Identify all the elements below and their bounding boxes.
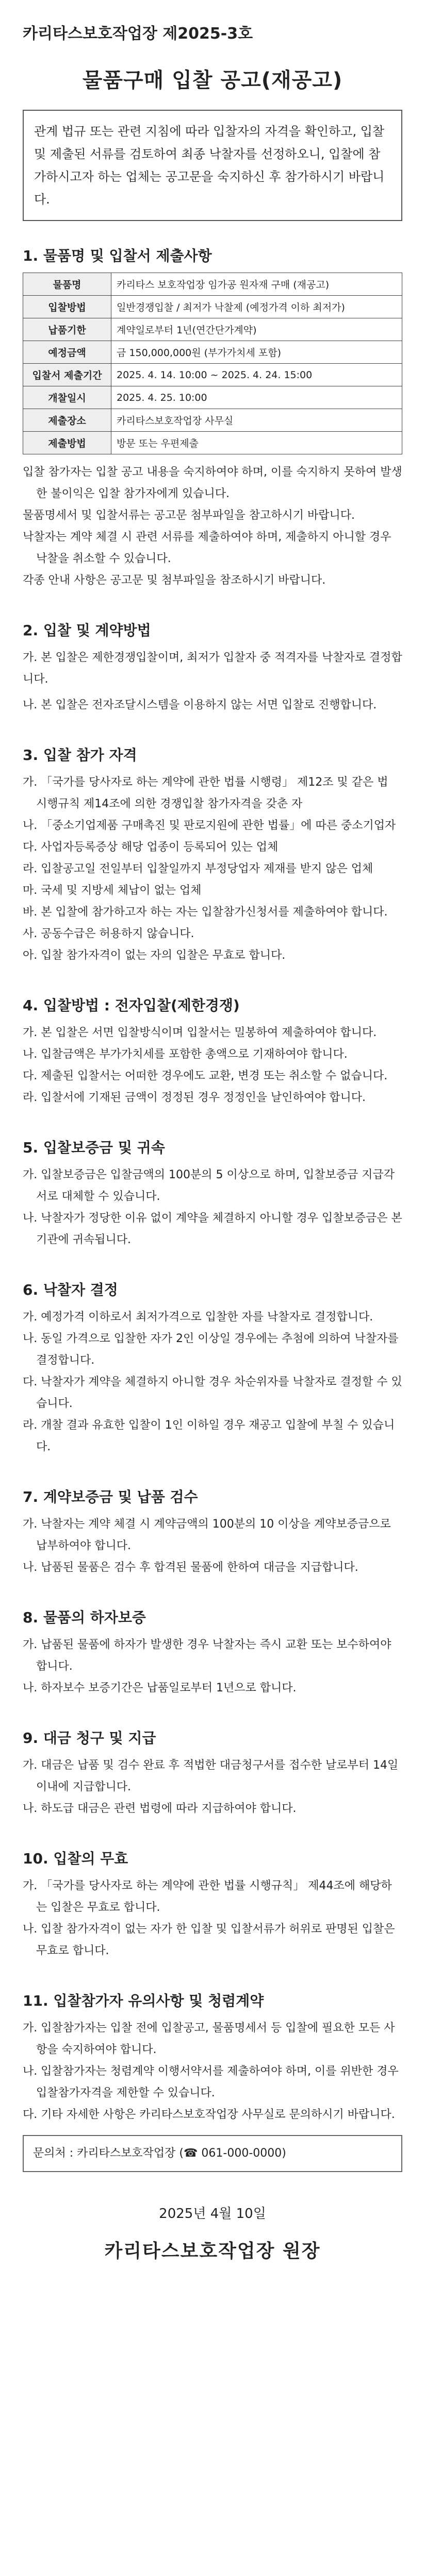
list-item: 가. 입찰참가자는 입찰 전에 입찰공고, 물품명세서 등 입찰에 필요한 모든 사항을 숙지하여야 합니다. <box>23 2022 395 2056</box>
list-item: 나. 입찰 참가자격이 없는 자가 한 입찰 및 입찰서류가 허위로 판명된 입찰은 무효로 합니다. <box>23 1923 395 1957</box>
list-item: 입찰 참가자는 입찰 공고 내용을 숙지하여야 하며, 이를 숙지하지 못하여 발생한 불이익은 입찰 참가자에게 있습니다. <box>23 466 402 500</box>
section1-heading: 1. 물품명 및 입찰서 제출사항 <box>23 247 212 264</box>
section9 <box>23 1727 402 1820</box>
table-row <box>23 364 402 386</box>
section10-list <box>23 1875 402 1962</box>
row-label: 제출방법 <box>23 432 111 454</box>
table-row <box>23 409 402 432</box>
list-item: 가. 「국가를 당사자로 하는 계약에 관한 법률 시행령」 제12조 및 같은 법 시행규칙 제14조에 의한 경쟁입찰 참가자격을 갖춘 자 <box>23 776 388 810</box>
table-row <box>23 273 402 296</box>
table-row <box>23 432 402 454</box>
row-label: 물품명 <box>23 273 111 296</box>
list-item: 가. 낙찰자는 계약 체결 시 계약금액의 100분의 10 이상을 계약보증금으로 납부하여야 합니다. <box>23 1518 391 1552</box>
row-label: 개찰일시 <box>23 386 111 409</box>
row-label: 납품기한 <box>23 318 111 341</box>
table-row <box>23 318 402 341</box>
issuer-name: 카리타스보호작업장 원장 <box>104 2241 321 2262</box>
row-label: 제출장소 <box>23 409 111 432</box>
section8-heading: 8. 물품의 하자보증 <box>23 1609 146 1626</box>
section9-heading: 9. 대금 청구 및 지급 <box>23 1730 156 1747</box>
table-row <box>23 296 402 318</box>
section11 <box>23 1990 402 2172</box>
row-value: 2025. 4. 25. 10:00 <box>111 386 402 409</box>
row-label: 입찰방법 <box>23 296 111 318</box>
row-value: 방문 또는 우편제출 <box>111 432 402 454</box>
notice-number: 카리타스보호작업장 제2025-3호 <box>23 25 253 43</box>
list-item: 낙찰자는 계약 체결 시 관련 서류를 제출하여야 하며, 제출하지 아니할 경우 낙찰을 취소할 수 있습니다. <box>23 531 391 565</box>
list-item: 가. 「국가를 당사자로 하는 계약에 관한 법률 시행규칙」 제44조에 해당하는 입찰은 무효로 합니다. <box>23 1879 392 1914</box>
section4-list <box>23 1022 402 1109</box>
list-item: 아. 입찰 참가자격이 없는 자의 입찰은 무효로 합니다. <box>23 949 286 962</box>
section11-heading: 11. 입찰참가자 유의사항 및 청렴계약 <box>23 1992 264 2009</box>
list-item: 나. 낙찰자가 정당한 이유 없이 계약을 체결하지 아니할 경우 입찰보증금은 본 기관에 귀속됩니다. <box>23 1212 402 1246</box>
section3 <box>23 744 402 967</box>
list-item: 가. 본 입찰은 제한경쟁입찰이며, 최저가 입찰자 중 적격자를 낙찰자로 결정합니다. <box>23 651 402 686</box>
section7 <box>23 1486 402 1579</box>
item-table <box>23 273 402 454</box>
section10-heading: 10. 입찰의 무효 <box>23 1850 128 1867</box>
section5-list <box>23 1164 402 1251</box>
table-row <box>23 341 402 364</box>
list-item: 나. 동일 가격으로 입찰한 자가 2인 이상일 경우에는 추첨에 의하여 낙찰자를 결정합니다. <box>23 1332 399 1367</box>
list-item: 다. 낙찰자가 계약을 체결하지 아니할 경우 차순위자를 낙찰자로 결정할 수 있습니다. <box>23 1376 402 1410</box>
section5-heading: 5. 입찰보증금 및 귀속 <box>23 1139 165 1156</box>
section3-heading: 3. 입찰 참가 자격 <box>23 747 137 764</box>
section4-heading: 4. 입찰방법 : 전자입찰(제한경쟁) <box>23 997 240 1014</box>
row-value: 계약일로부터 1년(연간단가계약) <box>111 318 402 341</box>
list-item: 나. 본 입찰은 전자조달시스템을 이용하지 않는 서면 입찰로 진행합니다. <box>23 699 377 711</box>
list-item: 다. 사업자등록증상 해당 업종이 등록되어 있는 업체 <box>23 841 279 854</box>
list-item: 나. 하도급 대금은 관련 법령에 따라 지급하여야 합니다. <box>23 1802 297 1815</box>
section8 <box>23 1606 402 1699</box>
section6-heading: 6. 낙찰자 결정 <box>23 1281 118 1298</box>
section2-heading: 2. 입찰 및 계약방법 <box>23 622 151 639</box>
list-item: 다. 제출된 입찰서는 어떠한 경우에도 교환, 변경 또는 취소할 수 없습니다. <box>23 1070 388 1082</box>
section1-notes <box>23 462 402 591</box>
list-item: 나. 「중소기업제품 구매촉진 및 판로지원에 관한 법률」에 따른 중소기업자 <box>23 819 396 832</box>
list-item: 라. 입찰공고일 전일부터 입찰일까지 부정당업자 제재를 받지 않은 업체 <box>23 862 373 875</box>
row-value: 카리타스보호작업장 사무실 <box>111 409 402 432</box>
list-item: 마. 국세 및 지방세 체납이 없는 업체 <box>23 884 202 897</box>
section3-list <box>23 772 402 967</box>
section6-list <box>23 1307 402 1458</box>
section7-list <box>23 1514 402 1579</box>
row-label: 입찰서 제출기간 <box>23 364 111 386</box>
page-title: 물품구매 입찰 공고(재공고) <box>82 69 343 92</box>
list-item: 가. 납품된 물품에 하자가 발생한 경우 낙찰자는 즉시 교환 또는 보수하여야 합니다. <box>23 1638 391 1673</box>
section7-heading: 7. 계약보증금 및 납품 검수 <box>23 1488 198 1505</box>
list-item: 라. 입찰서에 기재된 금액이 정정된 경우 정정인을 날인하여야 합니다. <box>23 1091 366 1104</box>
list-item: 물품명세서 및 입찰서류는 공고문 첨부파일을 참고하시기 바랍니다. <box>23 509 355 522</box>
section8-list <box>23 1634 402 1699</box>
list-item: 가. 예정가격 이하로서 최저가격으로 입찰한 자를 낙찰자로 결정합니다. <box>23 1311 373 1324</box>
section9-list <box>23 1755 402 1820</box>
table-row <box>23 386 402 409</box>
list-item: 나. 하자보수 보증기간은 납품일로부터 1년으로 합니다. <box>23 1682 297 1694</box>
list-item: 나. 납품된 물품은 검수 후 합격된 물품에 한하여 대금을 지급합니다. <box>23 1561 358 1574</box>
list-item: 나. 입찰참가자는 청렴계약 이행서약서를 제출하여야 하며, 이를 위반한 경우 입찰참가자격을 제한할 수 있습니다. <box>23 2065 399 2099</box>
list-item: 가. 입찰보증금은 입찰금액의 100분의 5 이상으로 하며, 입찰보증금 지급각서로 대체할 수 있습니다. <box>23 1168 395 1203</box>
list-item: 바. 본 입찰에 참가하고자 하는 자는 입찰참가신청서를 제출하여야 합니다. <box>23 906 388 919</box>
row-value: 카리타스 보호작업장 임가공 원자재 구매 (재공고) <box>111 273 402 296</box>
intro-box: 관계 법규 또는 관련 지침에 따라 입찰자의 자격을 확인하고, 입찰 및 제출된 서류를 검토하여 최종 낙찰자를 선정하오니, 입찰에 참가하시고자 하는 업체는 공고문을 숙지하신 후 참가하시기 바랍니다. <box>23 110 402 221</box>
section11-list <box>23 2018 402 2126</box>
row-label: 예정금액 <box>23 341 111 364</box>
list-item: 다. 기타 자세한 사항은 카리타스보호작업장 사무실로 문의하시기 바랍니다. <box>23 2108 395 2121</box>
list-item: 나. 입찰금액은 부가가치세를 포함한 총액으로 기재하여야 합니다. <box>23 1048 348 1061</box>
row-value: 일반경쟁입찰 / 최저가 낙찰제 (예정가격 이하 최저가) <box>111 296 402 318</box>
section10 <box>23 1848 402 1962</box>
notice-date: 2025년 4월 10일 <box>159 2206 266 2222</box>
row-value: 2025. 4. 14. 10:00 ~ 2025. 4. 24. 15:00 <box>111 364 402 386</box>
section5 <box>23 1137 402 1251</box>
list-item: 각종 안내 사항은 공고문 및 첨부파일을 참조하시기 바랍니다. <box>23 574 326 587</box>
section4 <box>23 994 402 1109</box>
section2 <box>23 619 402 716</box>
list-item: 라. 개찰 결과 유효한 입찰이 1인 이하일 경우 재공고 입찰에 부칠 수 있습니다. <box>23 1419 395 1453</box>
section6 <box>23 1279 402 1458</box>
list-item: 사. 공동수급은 허용하지 않습니다. <box>23 927 194 940</box>
list-item: 가. 본 입찰은 서면 입찰방식이며 입찰서는 밀봉하여 제출하여야 합니다. <box>23 1026 377 1039</box>
contact-info: 문의처 : 카리타스보호작업장 (☎ 061-000-0000) <box>23 2135 402 2172</box>
row-value: 금 150,000,000원 (부가가치세 포함) <box>111 341 402 364</box>
list-item: 가. 대금은 납품 및 검수 완료 후 적법한 대금청구서를 접수한 날로부터 14일 이내에 지급합니다. <box>23 1759 399 1793</box>
